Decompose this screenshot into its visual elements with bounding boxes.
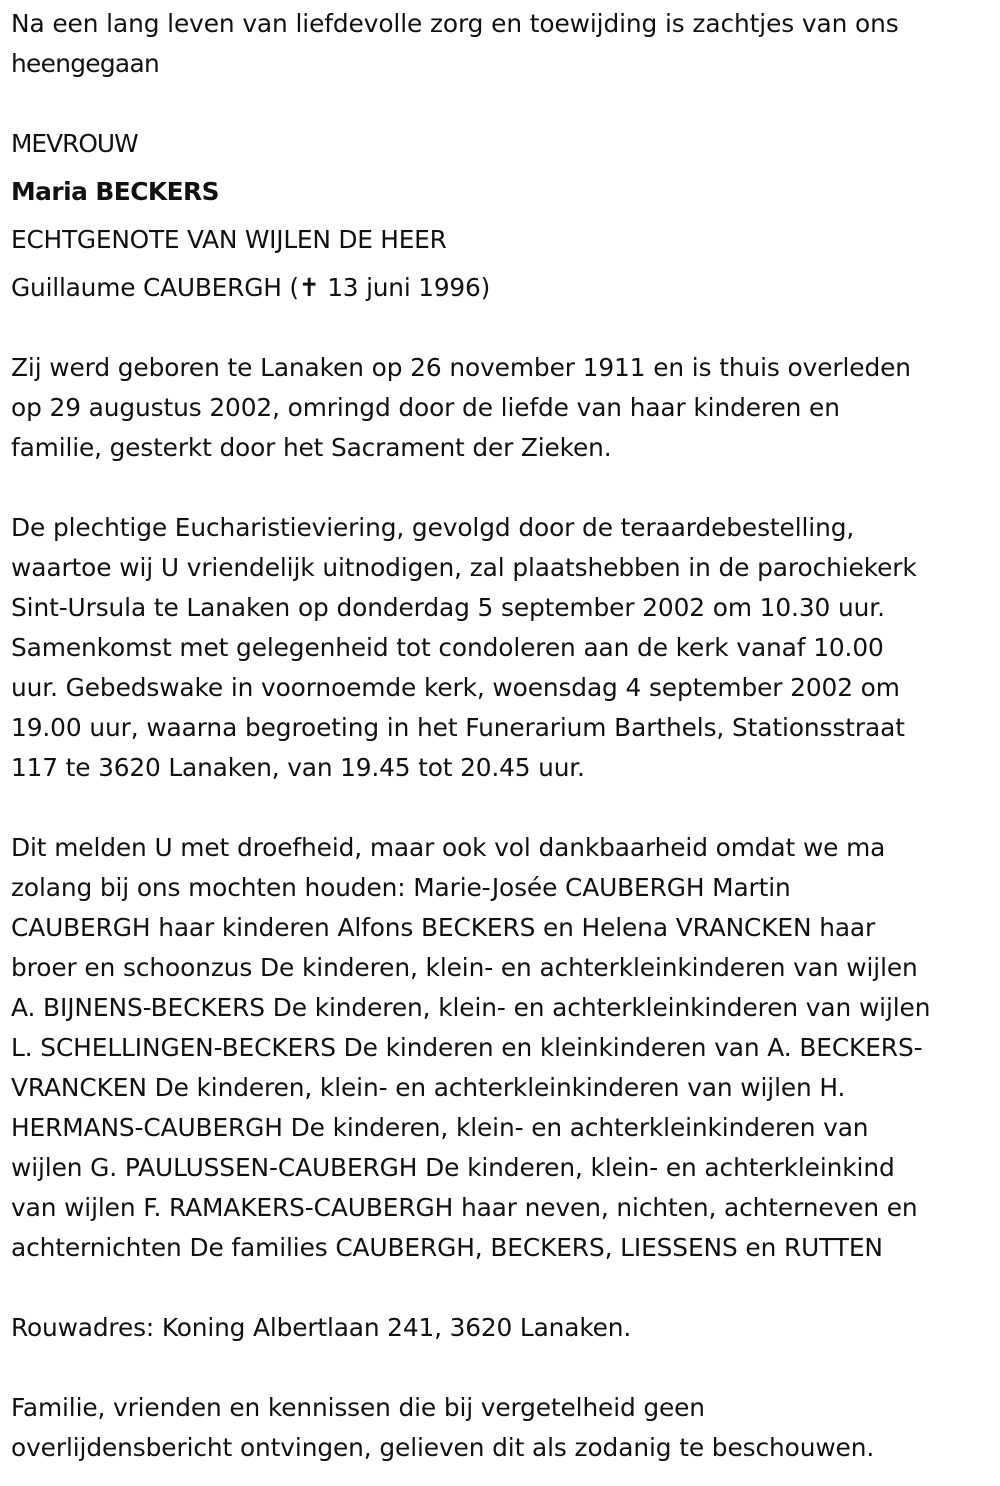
text-line: familie, gesterkt door het Sacrament der Zieken. (11, 433, 612, 462)
spouse-name: Guillaume CAUBERGH ( (11, 273, 299, 302)
text-line: L. SCHELLINGEN-BECKERS De kinderen en kleinkinderen van A. BECKERS- (11, 1033, 923, 1062)
text-line: op 29 augustus 2002, omringd door de liefde van haar kinderen en (11, 393, 840, 422)
text-line: Samenkomst met gelegenheid tot condoleren aan de kerk vanaf 10.00 (11, 633, 884, 662)
text-line: 117 te 3620 Lanaken, van 19.45 tot 20.45 uur. (11, 753, 585, 782)
spouse-line: ECHTGENOTE VAN WIJLEN DE HEER (11, 225, 447, 254)
mourning-address: Rouwadres: Koning Albertlaan 241, 3620 Lanaken. (11, 1313, 632, 1342)
text-line: 19.00 uur, waarna begroeting in het Funerarium Barthels, Stationsstraat (11, 713, 905, 742)
text-line: HERMANS-CAUBERGH De kinderen, klein- en achterkleinkinderen van (11, 1113, 869, 1142)
text-line: Na een lang leven van liefdevolle zorg en toewijding is zachtjes van ons (11, 9, 899, 38)
text-line: overlijdensbericht ontvingen, gelieven dit als zodanig te beschouwen. (11, 1433, 875, 1462)
text-line: CAUBERGH haar kinderen Alfons BECKERS en Helena VRANCKEN haar (11, 913, 876, 942)
text-line: Dit melden U met droefheid, maar ook vol dankbaarheid omdat we ma (11, 833, 886, 862)
deceased-name: Maria BECKERS (11, 177, 219, 206)
text-line: De plechtige Eucharistieviering, gevolgd door de teraardebestelling, (11, 513, 855, 542)
closing-paragraph (11, 1388, 1000, 1468)
text-line: Zij werd geboren te Lanaken op 26 november 1911 en is thuis overleden (11, 353, 911, 382)
address-paragraph (11, 1308, 1000, 1348)
salutation: MEVROUW (11, 129, 138, 158)
text-line: zolang bij ons mochten houden: Marie-Josée CAUBERGH Martin (11, 873, 791, 902)
text-line: waartoe wij U vriendelijk uitnodigen, zal plaatshebben in de parochiekerk (11, 553, 917, 582)
text-line: Sint-Ursula te Lanaken op donderdag 5 september 2002 om 10.30 uur. (11, 593, 885, 622)
text-line: Familie, vrienden en kennissen die bij vergetelheid geen (11, 1393, 705, 1422)
text-line: VRANCKEN De kinderen, klein- en achterkleinkinderen van wijlen H. (11, 1073, 846, 1102)
family-paragraph (11, 828, 1000, 1268)
text-line: achternichten De families CAUBERGH, BECKERS, LIESSENS en RUTTEN (11, 1233, 883, 1262)
cross-icon: ✝ (298, 273, 320, 302)
text-line: heengegaan (11, 49, 160, 78)
name-block (11, 124, 1000, 308)
text-line: wijlen G. PAULUSSEN-CAUBERGH De kinderen, klein- en achterkleinkind (11, 1153, 895, 1182)
text-line: van wijlen F. RAMAKERS-CAUBERGH haar neven, nichten, achterneven en (11, 1193, 918, 1222)
intro-paragraph (11, 4, 1000, 84)
text-line: uur. Gebedswake in voornoemde kerk, woensdag 4 september 2002 om (11, 673, 900, 702)
spouse-death-date: 13 juni 1996) (327, 273, 491, 302)
text-line: broer en schoonzus De kinderen, klein- en achterkleinkinderen van wijlen (11, 953, 918, 982)
ceremony-paragraph (11, 508, 1000, 788)
spouse-name-line (11, 268, 993, 308)
birth-paragraph (11, 348, 1000, 468)
text-line: A. BIJNENS-BECKERS De kinderen, klein- en achterkleinkinderen van wijlen (11, 993, 931, 1022)
